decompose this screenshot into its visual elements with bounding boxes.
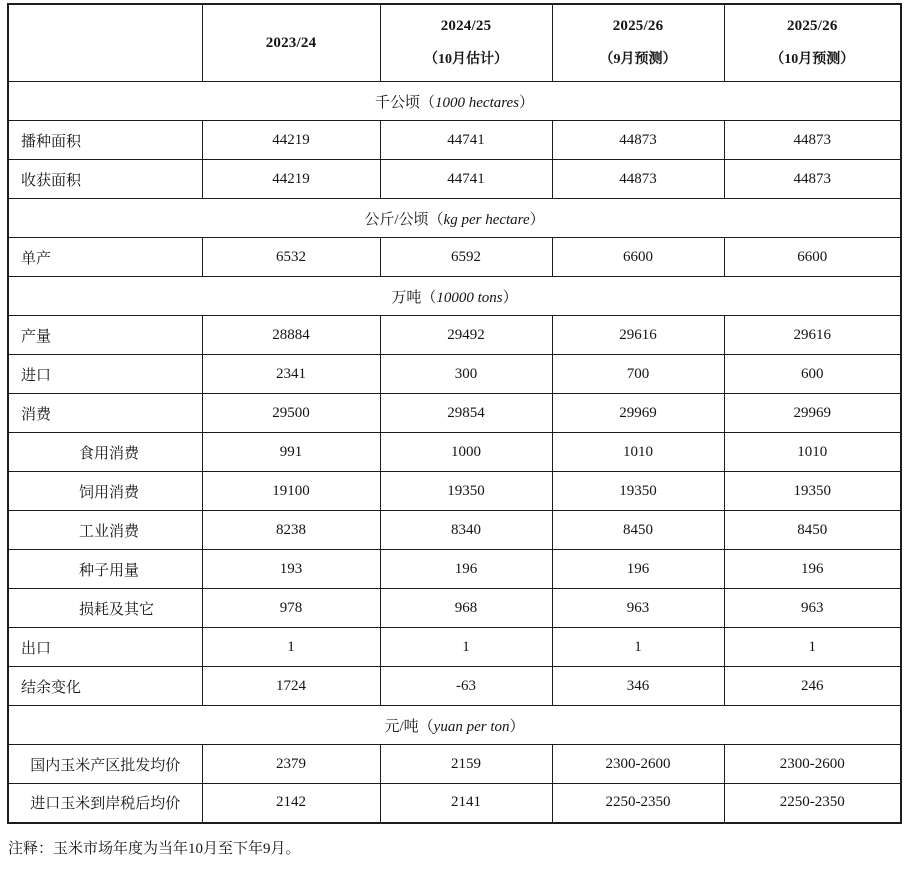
value-cell: 2250-2350 <box>724 784 901 823</box>
corn-balance-table <box>7 3 902 824</box>
close-paren: ） <box>529 211 545 228</box>
value-cell: 193 <box>202 550 380 589</box>
value-cell: 29969 <box>724 394 901 433</box>
value-cell: 2379 <box>202 745 380 784</box>
table-body <box>8 82 901 823</box>
value-cell: 2250-2350 <box>552 784 724 823</box>
row-label: 产量 <box>8 316 202 355</box>
data-row <box>8 745 901 784</box>
value-cell: 978 <box>202 589 380 628</box>
value-cell: 44741 <box>380 121 552 160</box>
value-cell: 2141 <box>380 784 552 823</box>
header-cell-inner <box>725 5 901 81</box>
value-cell: 44219 <box>202 160 380 199</box>
unit-section-row <box>8 82 901 121</box>
value-cell: 346 <box>552 667 724 706</box>
open-paren: （ <box>419 94 435 111</box>
value-cell: 2159 <box>380 745 552 784</box>
value-cell: 44741 <box>380 160 552 199</box>
unit-label-zh: 元/吨 <box>384 718 419 735</box>
value-cell: 19350 <box>552 472 724 511</box>
unit-section-cell <box>8 706 901 745</box>
value-cell: 44873 <box>724 160 901 199</box>
value-cell: 1 <box>380 628 552 667</box>
value-cell: 6600 <box>724 238 901 277</box>
value-cell: 29854 <box>380 394 552 433</box>
value-cell: 1724 <box>202 667 380 706</box>
unit-section-cell <box>8 277 901 316</box>
unit-label-en: yuan per ton <box>433 718 510 735</box>
footnote: 注释：玉米市场年度为当年10月至下年9月。 <box>8 840 301 857</box>
value-cell: 963 <box>552 589 724 628</box>
header-cell-2024-25 <box>380 4 552 82</box>
column-note: （10月估计） <box>424 52 508 67</box>
unit-label-en: 10000 tons <box>436 289 503 306</box>
value-cell: 600 <box>724 355 901 394</box>
unit-section-row <box>8 706 901 745</box>
close-paren: ） <box>502 289 518 306</box>
header-cell-inner <box>9 5 202 81</box>
value-cell: 1 <box>202 628 380 667</box>
value-cell: 2341 <box>202 355 380 394</box>
data-row <box>8 394 901 433</box>
unit-section-row <box>8 199 901 238</box>
value-cell: 1 <box>552 628 724 667</box>
value-cell: 246 <box>724 667 901 706</box>
data-row <box>8 121 901 160</box>
header-cell-inner <box>381 5 552 81</box>
unit-section-row <box>8 277 901 316</box>
data-row <box>8 628 901 667</box>
data-row <box>8 433 901 472</box>
value-cell: 991 <box>202 433 380 472</box>
header-cell-2025-26-oct <box>724 4 901 82</box>
row-label: 单产 <box>8 238 202 277</box>
value-cell: 8450 <box>552 511 724 550</box>
open-paren: （ <box>428 211 444 228</box>
value-cell: 19350 <box>380 472 552 511</box>
value-cell: 6592 <box>380 238 552 277</box>
value-cell: 28884 <box>202 316 380 355</box>
value-cell: 6600 <box>552 238 724 277</box>
column-year: 2023/24 <box>265 34 317 51</box>
row-label: 结余变化 <box>8 667 202 706</box>
value-cell: 29492 <box>380 316 552 355</box>
data-row <box>8 160 901 199</box>
row-label: 收获面积 <box>8 160 202 199</box>
unit-label-zh: 万吨 <box>391 289 422 306</box>
value-cell: 1000 <box>380 433 552 472</box>
open-paren: （ <box>421 289 437 306</box>
row-label: 饲用消费 <box>8 472 202 511</box>
value-cell: 700 <box>552 355 724 394</box>
value-cell: 196 <box>380 550 552 589</box>
value-cell: 1010 <box>552 433 724 472</box>
table-header <box>8 4 901 82</box>
row-label: 进口玉米到岸税后均价 <box>8 784 202 823</box>
close-paren: ） <box>519 94 535 111</box>
header-cell-item <box>8 4 202 82</box>
value-cell: 8340 <box>380 511 552 550</box>
value-cell: 44873 <box>552 160 724 199</box>
column-year: 2025/26 <box>786 18 838 34</box>
column-note: （9月预测） <box>599 52 677 67</box>
row-label: 种子用量 <box>8 550 202 589</box>
header-row <box>8 4 901 82</box>
value-cell: 8450 <box>724 511 901 550</box>
unit-label-en: kg per hectare <box>443 211 530 228</box>
data-row <box>8 316 901 355</box>
value-cell: 6532 <box>202 238 380 277</box>
row-label: 国内玉米产区批发均价 <box>8 745 202 784</box>
data-row <box>8 238 901 277</box>
open-paren: （ <box>418 718 434 735</box>
row-label: 食用消费 <box>8 433 202 472</box>
value-cell: -63 <box>380 667 552 706</box>
value-cell: 44873 <box>724 121 901 160</box>
unit-label-en: 1000 hectares <box>435 94 520 111</box>
value-cell: 196 <box>552 550 724 589</box>
value-cell: 2142 <box>202 784 380 823</box>
value-cell: 29969 <box>552 394 724 433</box>
unit-section-cell <box>8 82 901 121</box>
header-cell-2023-24 <box>202 4 380 82</box>
data-row <box>8 550 901 589</box>
row-label: 工业消费 <box>8 511 202 550</box>
data-row <box>8 511 901 550</box>
value-cell: 8238 <box>202 511 380 550</box>
row-label: 损耗及其它 <box>8 589 202 628</box>
column-year: 2024/25 <box>440 18 492 34</box>
value-cell: 19100 <box>202 472 380 511</box>
unit-label-zh: 公斤/公顷 <box>364 211 429 228</box>
value-cell: 44873 <box>552 121 724 160</box>
unit-section-cell <box>8 199 901 238</box>
value-cell: 2300-2600 <box>724 745 901 784</box>
value-cell: 19350 <box>724 472 901 511</box>
value-cell: 968 <box>380 589 552 628</box>
row-label: 播种面积 <box>8 121 202 160</box>
value-cell: 1 <box>724 628 901 667</box>
data-row <box>8 667 901 706</box>
row-label: 消费 <box>8 394 202 433</box>
unit-label-zh: 千公顷 <box>374 94 420 111</box>
data-row <box>8 355 901 394</box>
data-row <box>8 472 901 511</box>
data-row <box>8 589 901 628</box>
row-label: 出口 <box>8 628 202 667</box>
value-cell: 29616 <box>552 316 724 355</box>
close-paren: ） <box>509 718 525 735</box>
row-label: 进口 <box>8 355 202 394</box>
header-cell-2025-26-sep <box>552 4 724 82</box>
value-cell: 29616 <box>724 316 901 355</box>
header-cell-inner <box>203 5 380 81</box>
value-cell: 2300-2600 <box>552 745 724 784</box>
value-cell: 963 <box>724 589 901 628</box>
value-cell: 196 <box>724 550 901 589</box>
value-cell: 300 <box>380 355 552 394</box>
column-note: （10月预测） <box>770 52 855 67</box>
header-cell-inner <box>553 5 724 81</box>
data-row <box>8 784 901 823</box>
column-year: 2025/26 <box>612 18 664 34</box>
value-cell: 29500 <box>202 394 380 433</box>
value-cell: 1010 <box>724 433 901 472</box>
value-cell: 44219 <box>202 121 380 160</box>
